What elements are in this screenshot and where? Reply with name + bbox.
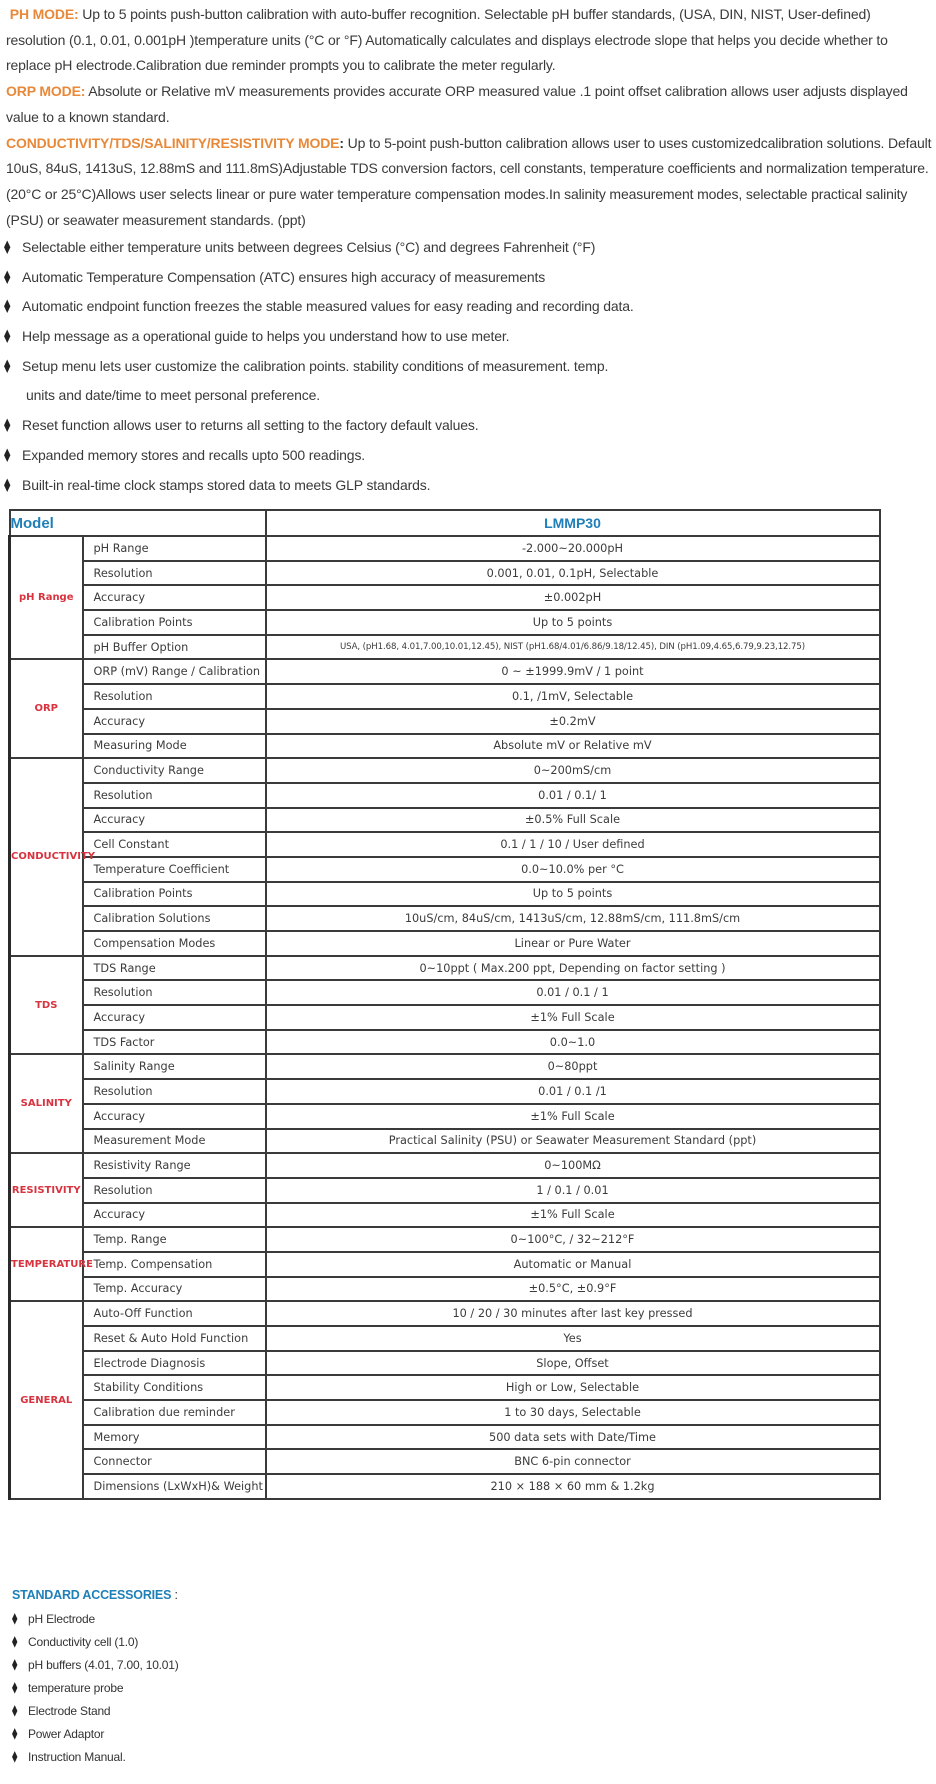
param-value: Practical Salinity (PSU) or Seawater Measurement Standard (ppt) xyxy=(266,1129,880,1154)
table-row xyxy=(10,931,880,956)
param-name: Temperature Coefficient xyxy=(83,857,266,882)
orp-mode-label: ORP MODE: xyxy=(6,83,86,100)
table-row xyxy=(10,980,880,1005)
param-name: Dimensions (LxWxH)& Weight xyxy=(83,1474,266,1499)
bullet-icon: ⧫ xyxy=(4,298,11,314)
param-value: 0.0~1.0 xyxy=(266,1030,880,1055)
param-value: Linear or Pure Water xyxy=(266,931,880,956)
param-value: ±0.002pH xyxy=(266,585,880,610)
bullet-icon: ⧫ xyxy=(12,1613,18,1625)
bullet-icon: ⧫ xyxy=(12,1659,18,1671)
feature-text: Built-in real-time clock stamps stored data to meets GLP standards. xyxy=(22,476,431,493)
feature-item xyxy=(4,295,904,325)
param-value: USA, (pH1.68, 4.01,7.00,10.01,12.45), NIST (pH1.68/4.01/6.86/9.18/12.45), DIN (pH1.09,4.65,6.79,9.23,12.75) xyxy=(266,635,880,660)
param-name: Resolution xyxy=(83,1178,266,1203)
param-name: Conductivity Range xyxy=(83,758,266,783)
param-value: 0~80ppt xyxy=(266,1054,880,1079)
table-row xyxy=(10,1104,880,1129)
param-name: TDS Factor xyxy=(83,1030,266,1055)
accessory-item xyxy=(12,1678,179,1701)
bullet-icon: ⧫ xyxy=(4,476,11,492)
param-value: 1 to 30 days, Selectable xyxy=(266,1400,880,1425)
accessories-title-text: STANDARD ACCESSORIES xyxy=(12,1588,172,1602)
bullet-icon: ⧫ xyxy=(12,1751,18,1763)
param-name: Temp. Range xyxy=(83,1227,266,1252)
param-name: Accuracy xyxy=(83,1005,266,1030)
param-value: 0~100°C, / 32~212°F xyxy=(266,1227,880,1252)
table-row xyxy=(10,659,880,684)
feature-item xyxy=(4,236,904,266)
feature-item xyxy=(4,355,904,385)
cond-mode-label: CONDUCTIVITY/TDS/SALINITY/RESISTIVITY MODE xyxy=(6,134,340,151)
accessories-title-colon: : xyxy=(171,1588,178,1602)
param-name: Resolution xyxy=(83,684,266,709)
param-name: Accuracy xyxy=(83,585,266,610)
param-name: Calibration Points xyxy=(83,882,266,907)
param-name: Resolution xyxy=(83,561,266,586)
table-row xyxy=(10,832,880,857)
feature-text: Automatic endpoint function freezes the stable measured values for easy reading and recording data. xyxy=(22,298,634,315)
orp-mode-text: Absolute or Relative mV measurements provides accurate ORP measured value .1 point offset calibration allows user adjusts displayed value to a known standard. xyxy=(6,83,908,125)
param-name: Connector xyxy=(83,1449,266,1474)
param-name: Accuracy xyxy=(83,1203,266,1228)
table-row xyxy=(10,684,880,709)
param-value: ±0.5°C, ±0.9°F xyxy=(266,1277,880,1302)
table-row xyxy=(10,857,880,882)
feature-item xyxy=(4,474,904,504)
accessory-item xyxy=(12,1701,179,1724)
param-name: Accuracy xyxy=(83,1104,266,1129)
accessory-text: Power Adaptor xyxy=(28,1727,105,1741)
param-name: Stability Conditions xyxy=(83,1375,266,1400)
cond-mode-text: Up to 5-point push-button calibration allows user to uses customizedcalibration solutions. Default 10uS, 84uS, 1413uS, 12.88mS and 111.8mS)Adjustable TDS conversion factors, cell constants, temperature coefficients and normalization temperature. (20°C or 25°C)Allows user selects linear or pure water temperature compensation modes.In salinity measurement modes, selectable practical salinity (PSU) or seawater measurement standards. (ppt) xyxy=(6,134,932,228)
table-row xyxy=(10,758,880,783)
bullet-icon: ⧫ xyxy=(12,1705,18,1717)
param-value: BNC 6-pin connector xyxy=(266,1449,880,1474)
feature-text: Help message as a operational guide to helps you understand how to use meter. xyxy=(22,328,510,345)
param-value: ±0.5% Full Scale xyxy=(266,808,880,833)
param-name: Memory xyxy=(83,1425,266,1450)
accessory-item xyxy=(12,1632,179,1655)
param-name: Calibration Solutions xyxy=(83,906,266,931)
param-name: ORP (mV) Range / Calibration xyxy=(83,659,266,684)
param-name: Resistivity Range xyxy=(83,1153,266,1178)
param-value: 0~10ppt ( Max.200 ppt, Depending on factor setting ) xyxy=(266,956,880,981)
cond-mode-paragraph xyxy=(6,131,932,234)
category-label: TEMPERATURE xyxy=(10,1227,83,1301)
param-value: 0.01 / 0.1 / 1 xyxy=(266,980,880,1005)
param-value: 0.1 / 1 / 10 / User defined xyxy=(266,832,880,857)
param-name: pH Range xyxy=(83,536,266,561)
category-label: pH Range xyxy=(10,536,83,659)
table-row xyxy=(10,1005,880,1030)
param-value: 10uS/cm, 84uS/cm, 1413uS/cm, 12.88mS/cm, 111.8mS/cm xyxy=(266,906,880,931)
param-name: Temp. Compensation xyxy=(83,1252,266,1277)
param-name: Cell Constant xyxy=(83,832,266,857)
bullet-icon: ⧫ xyxy=(12,1728,18,1740)
table-row xyxy=(10,808,880,833)
feature-list xyxy=(4,236,904,503)
bullet-icon: ⧫ xyxy=(4,268,11,284)
accessory-item xyxy=(12,1655,179,1678)
bullet-icon: ⧫ xyxy=(4,417,11,433)
param-name: Resolution xyxy=(83,1079,266,1104)
category-label: RESISTIVITY xyxy=(10,1153,83,1227)
table-row xyxy=(10,1400,880,1425)
param-name: Measuring Mode xyxy=(83,734,266,759)
table-row xyxy=(10,1227,880,1252)
param-value: Yes xyxy=(266,1326,880,1351)
feature-item xyxy=(4,325,904,355)
param-name: Auto-Off Function xyxy=(83,1301,266,1326)
param-name: Resolution xyxy=(83,783,266,808)
accessory-text: Instruction Manual. xyxy=(28,1750,126,1764)
param-name: Temp. Accuracy xyxy=(83,1277,266,1302)
table-row xyxy=(10,610,880,635)
param-value: ±1% Full Scale xyxy=(266,1203,880,1228)
table-row xyxy=(10,1326,880,1351)
param-value: Automatic or Manual xyxy=(266,1252,880,1277)
param-name: Resolution xyxy=(83,980,266,1005)
category-label: CONDUCTIVITY xyxy=(10,758,83,956)
param-name: Calibration due reminder xyxy=(83,1400,266,1425)
param-value: 1 / 0.1 / 0.01 xyxy=(266,1178,880,1203)
feature-text: units and date/time to meet personal preference. xyxy=(26,387,320,404)
category-label: TDS xyxy=(10,956,83,1055)
cond-mode-colon: : xyxy=(339,134,344,151)
param-value: Up to 5 points xyxy=(266,882,880,907)
param-name: Salinity Range xyxy=(83,1054,266,1079)
ph-mode-label: PH MODE: xyxy=(9,6,79,22)
table-row xyxy=(10,1054,880,1079)
table-row xyxy=(10,635,880,660)
param-name: Measurement Mode xyxy=(83,1129,266,1154)
bullet-icon: ⧫ xyxy=(4,446,11,462)
param-name: Accuracy xyxy=(83,808,266,833)
param-value: 0~100MΩ xyxy=(266,1153,880,1178)
table-row xyxy=(10,1129,880,1154)
ph-mode-paragraph xyxy=(6,2,932,79)
param-value: ±1% Full Scale xyxy=(266,1104,880,1129)
intro-section xyxy=(6,2,932,233)
table-row xyxy=(10,734,880,759)
feature-text: Setup menu lets user customize the calibration points. stability conditions of measurement. temp. xyxy=(22,357,609,374)
param-value: 10 / 20 / 30 minutes after last key pressed xyxy=(266,1301,880,1326)
bullet-icon: ⧫ xyxy=(4,357,11,373)
param-value: 0.001, 0.01, 0.1pH, Selectable xyxy=(266,561,880,586)
model-header-label: Model xyxy=(10,510,266,536)
bullet-icon: ⧫ xyxy=(12,1636,18,1648)
param-value: 0.01 / 0.1/ 1 xyxy=(266,783,880,808)
param-name: Electrode Diagnosis xyxy=(83,1351,266,1376)
param-name: TDS Range xyxy=(83,956,266,981)
param-value: Up to 5 points xyxy=(266,610,880,635)
table-row xyxy=(10,536,880,561)
category-label: SALINITY xyxy=(10,1054,83,1153)
bullet-icon: ⧫ xyxy=(4,328,11,344)
accessories-title xyxy=(12,1585,179,1605)
param-value: 210 × 188 × 60 mm & 1.2kg xyxy=(266,1474,880,1499)
param-value: 0.0~10.0% per °C xyxy=(266,857,880,882)
table-row xyxy=(10,1203,880,1228)
param-name: Accuracy xyxy=(83,709,266,734)
accessory-text: temperature probe xyxy=(28,1681,124,1695)
param-value: 500 data sets with Date/Time xyxy=(266,1425,880,1450)
param-value: 0~200mS/cm xyxy=(266,758,880,783)
accessories-section xyxy=(12,1585,179,1770)
table-row xyxy=(10,709,880,734)
param-value: ±1% Full Scale xyxy=(266,1005,880,1030)
table-row xyxy=(10,1277,880,1302)
accessory-text: Conductivity cell (1.0) xyxy=(28,1635,139,1649)
param-value: ±0.2mV xyxy=(266,709,880,734)
table-row xyxy=(10,1079,880,1104)
accessory-item xyxy=(12,1724,179,1747)
table-row xyxy=(10,956,880,981)
spec-table xyxy=(8,509,881,1500)
bullet-icon: ⧫ xyxy=(12,1682,18,1694)
param-name: Reset & Auto Hold Function xyxy=(83,1326,266,1351)
param-name: Calibration Points xyxy=(83,610,266,635)
table-row xyxy=(10,1449,880,1474)
table-row xyxy=(10,882,880,907)
table-row xyxy=(10,906,880,931)
feature-text: Automatic Temperature Compensation (ATC) ensures high accuracy of measurements xyxy=(22,268,546,285)
table-row xyxy=(10,1252,880,1277)
category-label: ORP xyxy=(10,659,83,758)
param-value: -2.000~20.000pH xyxy=(266,536,880,561)
param-value: Slope, Offset xyxy=(266,1351,880,1376)
table-row xyxy=(10,1375,880,1400)
param-name: pH Buffer Option xyxy=(83,635,266,660)
param-name: Compensation Modes xyxy=(83,931,266,956)
param-value: 0.1, /1mV, Selectable xyxy=(266,684,880,709)
table-row xyxy=(10,1301,880,1326)
accessory-item xyxy=(12,1747,179,1770)
param-value: Absolute mV or Relative mV xyxy=(266,734,880,759)
feature-text: Selectable either temperature units between degrees Celsius (°C) and degrees Fahrenheit (°F) xyxy=(22,239,596,255)
feature-item xyxy=(4,414,904,444)
orp-mode-paragraph xyxy=(6,79,932,130)
category-label: GENERAL xyxy=(10,1301,83,1499)
table-row xyxy=(10,585,880,610)
table-row xyxy=(10,1425,880,1450)
accessory-text: pH buffers (4.01, 7.00, 10.01) xyxy=(28,1658,179,1672)
table-row xyxy=(10,1153,880,1178)
bullet-icon: ⧫ xyxy=(4,239,11,254)
table-row xyxy=(10,783,880,808)
ph-mode-text: Up to 5 points push-button calibration with auto-buffer recognition. Selectable pH buffer standards, (USA, DIN, NIST, User-defined) resolution (0.1, 0.01, 0.001pH )temperature units (°C or °F) Automatically calculates and displays electrode slope that helps you decide whether to replace pH electrode.Calibration due reminder prompts you to calibrate the meter regularly. xyxy=(6,6,888,74)
feature-text: Expanded memory stores and recalls upto 500 readings. xyxy=(22,446,366,463)
table-row xyxy=(10,1474,880,1499)
table-row xyxy=(10,561,880,586)
param-value: 0.01 / 0.1 /1 xyxy=(266,1079,880,1104)
feature-item xyxy=(4,444,904,474)
table-row xyxy=(10,1351,880,1376)
model-name: LMMP30 xyxy=(266,510,880,536)
table-row xyxy=(10,1178,880,1203)
accessory-item xyxy=(12,1609,179,1632)
accessories-list xyxy=(12,1609,179,1770)
param-value: High or Low, Selectable xyxy=(266,1375,880,1400)
feature-item xyxy=(4,384,904,414)
accessory-text: Electrode Stand xyxy=(28,1704,111,1718)
table-row xyxy=(10,1030,880,1055)
feature-text: Reset function allows user to returns all setting to the factory default values. xyxy=(22,417,479,434)
accessory-text: pH Electrode xyxy=(28,1612,95,1626)
table-header-row xyxy=(10,510,880,536)
feature-item xyxy=(4,266,904,296)
param-value: 0 ~ ±1999.9mV / 1 point xyxy=(266,659,880,684)
